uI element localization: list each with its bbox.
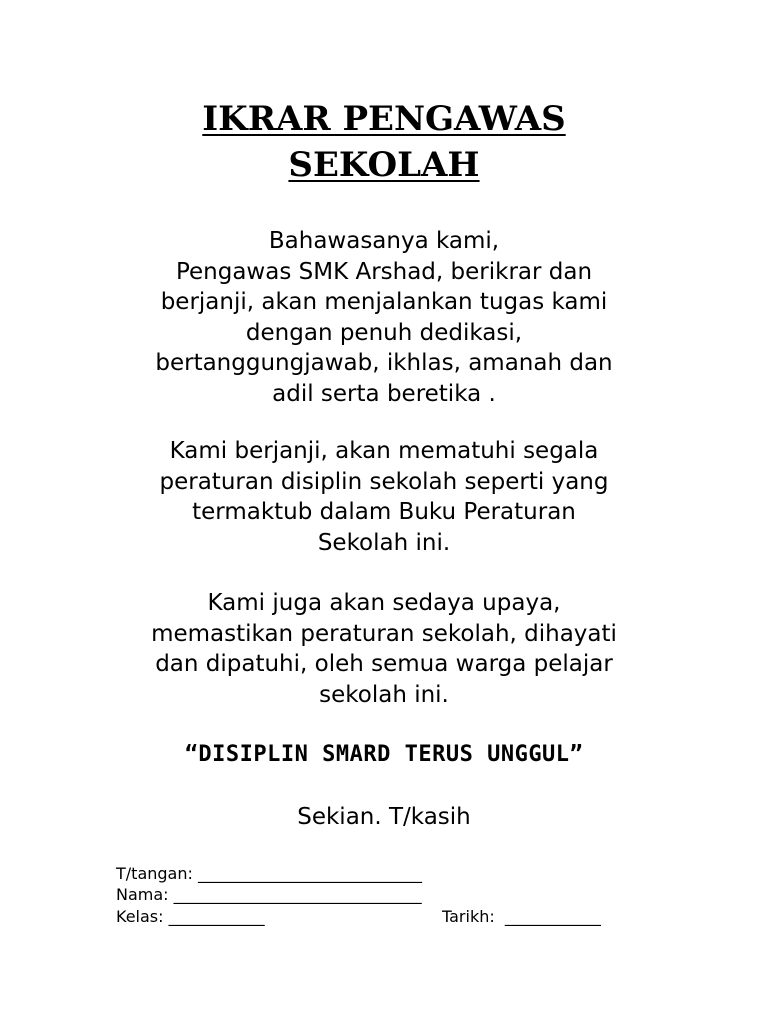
paragraph-rules bbox=[0, 436, 768, 558]
paragraph-line: berjanji, akan menjalankan tugas kami bbox=[160, 289, 608, 315]
name-field: Nama: _______________________________ bbox=[116, 885, 422, 904]
paragraph-line: Bahawasanya kami, bbox=[268, 228, 500, 254]
document-title bbox=[0, 96, 768, 188]
paragraph-line: Pengawas SMK Arshad, berikrar dan bbox=[175, 258, 593, 285]
date-field: Tarikh: ____________ bbox=[442, 907, 601, 926]
paragraph-line: sekolah ini. bbox=[319, 681, 449, 708]
closing-text: Sekian. T/kasih bbox=[297, 804, 471, 830]
paragraph-line: Kami berjanji, akan mematuhi segala bbox=[169, 438, 599, 464]
class-field: Kelas: ____________ bbox=[116, 907, 265, 926]
paragraph-line: memastikan peraturan sekolah, dihayati bbox=[151, 620, 617, 647]
paragraph-line: adil serta beretika . bbox=[272, 380, 496, 407]
paragraph-line: termaktub dalam Buku Peraturan bbox=[192, 499, 576, 525]
paragraph-commitment bbox=[0, 588, 768, 710]
motto: “DISIPLIN SMARD TERUS UNGGUL” bbox=[184, 742, 584, 767]
title-line-1: IKRAR PENGAWAS bbox=[202, 99, 566, 139]
paragraph-pledge bbox=[0, 226, 768, 409]
title-line-2: SEKOLAH bbox=[288, 145, 480, 185]
paragraph-line: dengan penuh dedikasi, bbox=[245, 319, 523, 346]
paragraph-line: Kami juga akan sedaya upaya, bbox=[207, 590, 561, 616]
paragraph-line: Sekolah ini. bbox=[317, 529, 451, 556]
paragraph-line: peraturan disiplin sekolah seperti yang bbox=[159, 468, 609, 495]
signature-field: T/tangan: ____________________________ bbox=[116, 864, 422, 883]
paragraph-line: dan dipatuhi, oleh semua warga pelajar bbox=[155, 651, 613, 677]
paragraph-line: bertanggungjawab, ikhlas, amanah dan bbox=[155, 350, 613, 376]
